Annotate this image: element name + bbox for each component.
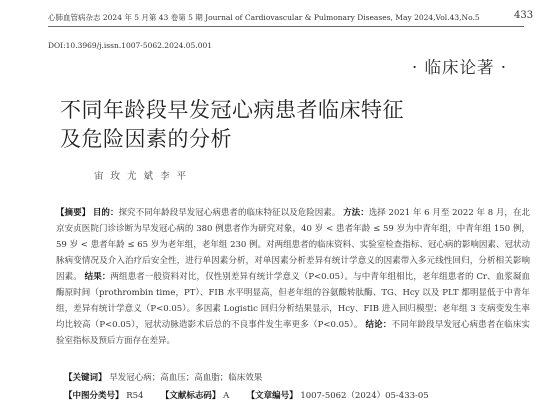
doc-code-value: A — [223, 391, 230, 401]
title-line-1: 不同年龄段早发冠心病患者临床特征 — [60, 98, 404, 122]
objective-text: 探究不同年龄段早发冠心病患者的临床特征以及危险因素。 — [118, 208, 341, 218]
keywords — [64, 371, 262, 383]
results-label: 结果： — [84, 272, 111, 282]
doc-code-label: 【文献标志码】 — [160, 391, 221, 401]
conclusion-text: 不同年龄段早发冠心病患者在临床实验室指标及预后方面存在差异。 — [56, 320, 530, 346]
section-label: · 临床论著 · — [412, 58, 507, 77]
doi[interactable]: DOI:10.3969/j.issn.1007-5062.2024.05.001 — [48, 41, 213, 50]
conclusion-label: 结论： — [365, 320, 392, 330]
article-id-label: 【文章编号】 — [246, 391, 298, 401]
methods-text: 选择 2021 年 6 月至 2022 年 8 月，在北京安贞医院门诊诊断为早发冠心病的 380 例患者作为研究对象，40 岁 < 患者年龄 ≤ 59 岁为中青年组，中青年组 150 例，59 岁 < 患者年龄 ≤ 65 岁为老年组，老年组 230 例。对两组患者的临床资料、实验室检查指标、冠心病的影响因素、冠状动脉病变情况及介入治疗后安全性，进行单因素分析，对单因素分析差异有统计学意义的因素带入多元线性回归，分析相关影响因素。 — [56, 208, 530, 282]
title-line-2: 及危险因素的分析 — [60, 127, 232, 151]
keywords-label: 【关键词】 — [64, 373, 107, 383]
objective-label: 目的： — [92, 208, 119, 218]
article-title — [60, 96, 404, 154]
authors: 宙 玫 尤 斌 李 平 — [94, 171, 189, 182]
keywords-text: 早发冠心病；高血压；高血脂；临床效果 — [109, 373, 263, 383]
classification — [64, 389, 429, 401]
article-id-value: 1007-5062（2024）05-433-05 — [300, 391, 429, 401]
header-rule — [48, 26, 524, 27]
journal-header: 心肺血管病杂志 2024 年 5 月第 43 卷第 5 期 Journal of Cardiovascular & Pulmonary Diseases, May 2024,Vol.43,No.5 — [48, 13, 480, 22]
page-number: 433 — [514, 10, 534, 21]
clc-label: 【中图分类号】 — [64, 391, 124, 401]
abstract-label: 【摘要】 — [56, 208, 91, 218]
clc-value: R54 — [126, 391, 144, 401]
methods-label: 方法： — [343, 208, 369, 218]
results-text: 两组患者一般资料对比，仅性别差异有统计学意义（P<0.05）。与中青年组相比，老年组患者的 Cr、血浆凝血酶原时间（prothrombin time，PT）、FIB 水平明显高，但老年组的谷氨酸转肽酶、TG、Hcy 以及 PLT 都明显低于中青年组，差异有统计学意义（P<0.05）。多因素 Logistic 回归分析结果显示，Hcy、FIB 进入回归模型；老年组 3 支病变发生率均比较高（P<0.05），冠状动脉造影术后总的不良事件发生率更多（P<0.05）。 — [56, 272, 530, 330]
abstract — [56, 205, 530, 349]
